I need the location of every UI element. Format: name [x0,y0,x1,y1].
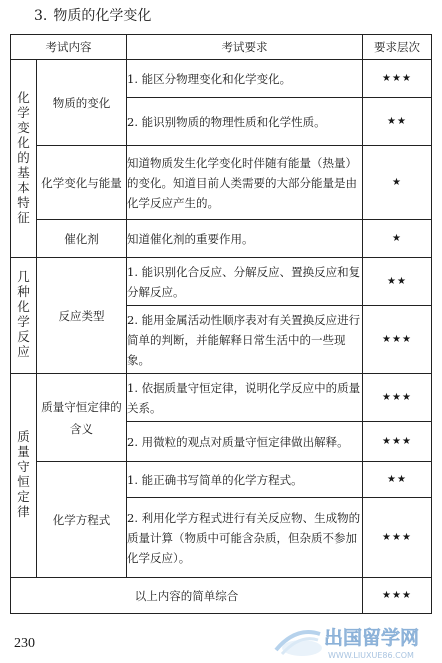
subtopic-cell: 物质的变化 [37,60,127,146]
table-row [11,462,432,498]
level-stars: ★★★ [363,578,432,614]
section-heading [34,6,151,26]
watermark-url: WWW.LIUXUE86.COM [328,651,414,660]
level-stars: ★★★ [363,422,432,462]
requirement-text: 2. 能用金属活动性顺序表对有关置换反应进行简单的判断，并能解释日常生活中的一些现象。 [127,306,363,374]
category-label: 化学变化的基本特征 [17,89,30,225]
level-stars: ★ [363,146,432,220]
level-stars: ★ [363,220,432,258]
watermark-graphic [270,620,438,662]
level-stars: ★★ [363,462,432,498]
requirement-text: 1. 依据质量守恒定律，说明化学反应中的质量关系。 [127,374,363,422]
requirement-text: 1. 能正确书写简单的化学方程式。 [127,462,363,498]
summary-row [11,578,432,614]
table-row [11,146,432,220]
requirement-text: 1. 能识别化合反应、分解反应、置换反应和复分解反应。 [127,258,363,306]
section-number: 3. [34,8,48,24]
page-number: 230 [14,636,35,651]
level-stars: ★★ [363,98,432,146]
table-row [11,258,432,306]
subtopic-cell: 化学变化与能量 [37,146,127,220]
table-row [11,374,432,422]
watermark-logo [270,620,438,662]
requirement-text: 知道物质发生化学变化时伴随有能量（热量）的变化。知道目前人类需要的大部分能量是由化学反应产生的。 [127,146,363,220]
requirement-text: 2. 能识别物质的物理性质和化学性质。 [127,98,363,146]
section-title: 物质的化学变化 [53,8,152,24]
category-cell [11,60,37,258]
header-exam-content: 考试内容 [11,35,127,60]
level-stars: ★★★ [363,374,432,422]
level-stars: ★★ [363,258,432,306]
subtopic-cell: 反应类型 [37,258,127,374]
exam-requirements-table [10,34,432,614]
table-header-row [11,35,432,60]
header-exam-requirement: 考试要求 [127,35,363,60]
level-stars: ★★★ [363,60,432,98]
category-cell [11,374,37,578]
requirement-text: 1. 能区分物理变化和化学变化。 [127,60,363,98]
table-row [11,60,432,98]
table-row [11,220,432,258]
subtopic-cell: 催化剂 [37,220,127,258]
level-stars: ★★★ [363,498,432,578]
level-stars: ★★★ [363,306,432,374]
subtopic-cell: 质量守恒定律的含义 [37,374,127,462]
summary-text: 以上内容的简单综合 [11,578,363,614]
requirement-text: 2. 用微粒的观点对质量守恒定律做出解释。 [127,422,363,462]
category-label: 几种化学反应 [17,269,30,359]
category-label: 质量守恒定律 [17,429,30,519]
watermark-brand: 出国留学网 [324,627,420,649]
header-requirement-level: 要求层次 [363,35,432,60]
category-cell [11,258,37,374]
requirement-text: 知道催化剂的重要作用。 [127,220,363,258]
requirement-text: 2. 利用化学方程式进行有关反应物、生成物的质量计算（物质中可能含杂质，但杂质不参加化学反应）。 [127,498,363,578]
subtopic-cell: 化学方程式 [37,462,127,578]
